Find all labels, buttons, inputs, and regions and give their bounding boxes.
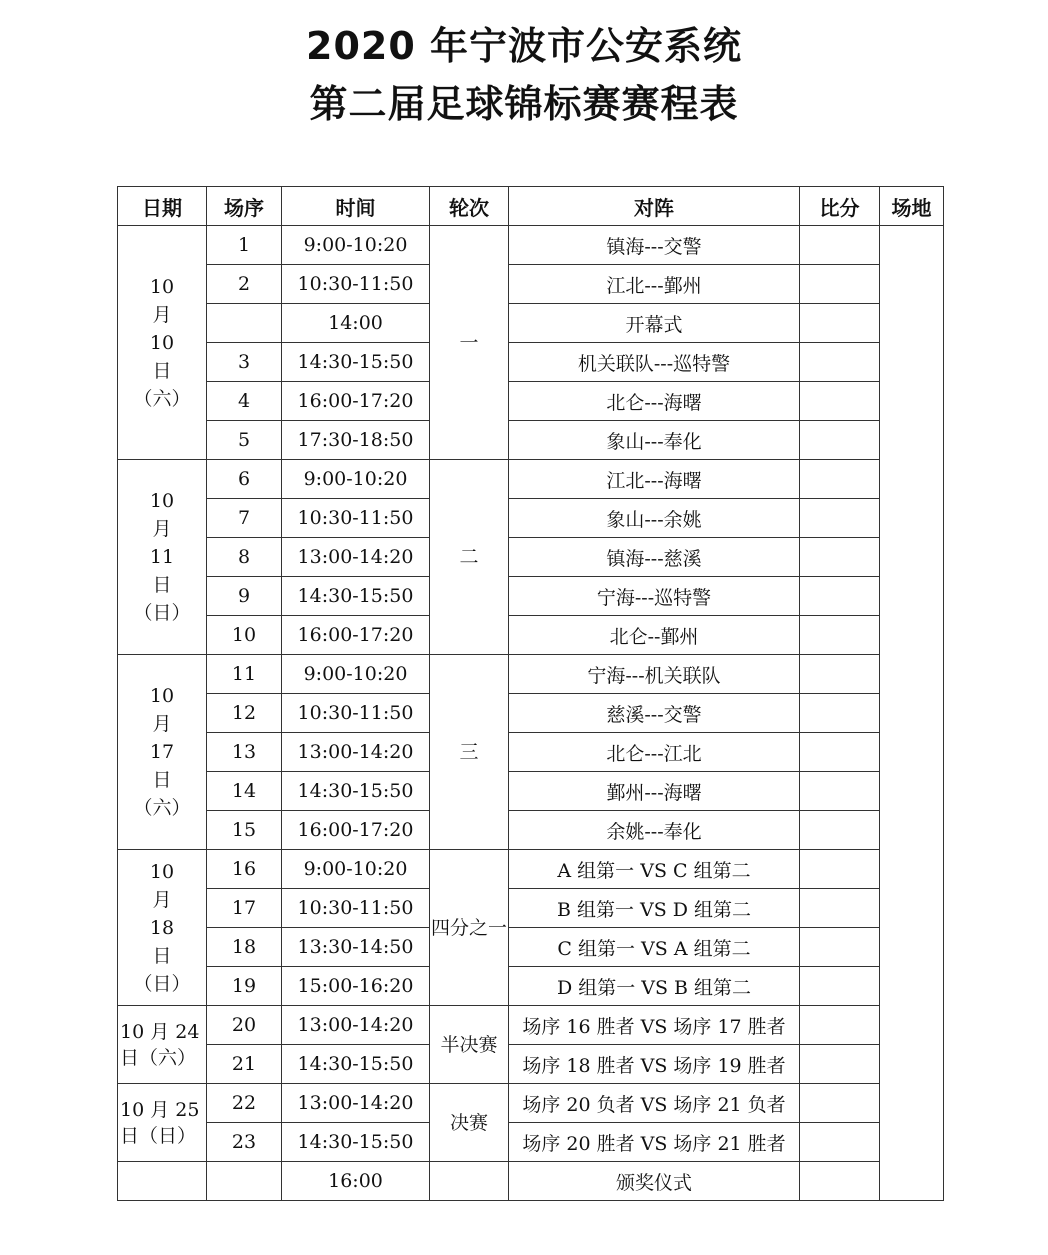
score-cell (800, 1162, 880, 1201)
table-row (118, 733, 944, 772)
round-cell: 决赛 (430, 1084, 509, 1162)
match-cell: 鄞州---海曙 (509, 772, 800, 811)
date-cell: 10 月 24 日（六） (118, 1006, 207, 1084)
score-cell (800, 811, 880, 850)
match-cell: 余姚---奉化 (509, 811, 800, 850)
match-cell: 象山---奉化 (509, 421, 800, 460)
match-cell: 镇海---慈溪 (509, 538, 800, 577)
date-cell: 10 月 18 日 （日） (118, 850, 207, 1006)
header-round: 轮次 (430, 187, 509, 226)
time-cell: 16:00-17:20 (282, 616, 430, 655)
match-cell: 象山---余姚 (509, 499, 800, 538)
seq-cell: 8 (207, 538, 282, 577)
match-cell: C 组第一 VS A 组第二 (509, 928, 800, 967)
time-cell: 14:30-15:50 (282, 772, 430, 811)
match-cell: 场序 20 胜者 VS 场序 21 胜者 (509, 1123, 800, 1162)
seq-cell: 22 (207, 1084, 282, 1123)
score-cell (800, 694, 880, 733)
table-row (118, 265, 944, 304)
table-row (118, 694, 944, 733)
table-row (118, 538, 944, 577)
header-match: 对阵 (509, 187, 800, 226)
score-cell (800, 616, 880, 655)
match-cell: 北仑---海曙 (509, 382, 800, 421)
round-cell: 三 (430, 655, 509, 850)
header-row (118, 187, 944, 226)
score-cell (800, 304, 880, 343)
score-cell (800, 772, 880, 811)
table-row (118, 811, 944, 850)
score-cell (800, 499, 880, 538)
header-date: 日期 (118, 187, 207, 226)
table-row (118, 499, 944, 538)
table-row (118, 1045, 944, 1084)
round-cell (430, 1162, 509, 1201)
seq-cell: 5 (207, 421, 282, 460)
score-cell (800, 538, 880, 577)
table-row (118, 382, 944, 421)
round-cell: 半决赛 (430, 1006, 509, 1084)
time-cell: 10:30-11:50 (282, 499, 430, 538)
time-cell: 9:00-10:20 (282, 460, 430, 499)
time-cell: 16:00-17:20 (282, 811, 430, 850)
time-cell: 14:30-15:50 (282, 1045, 430, 1084)
score-cell (800, 928, 880, 967)
seq-cell: 20 (207, 1006, 282, 1045)
time-cell: 16:00 (282, 1162, 430, 1201)
time-cell: 9:00-10:20 (282, 226, 430, 265)
header-time: 时间 (282, 187, 430, 226)
seq-cell: 18 (207, 928, 282, 967)
score-cell (800, 343, 880, 382)
score-cell (800, 655, 880, 694)
date-cell: 10 月 17 日 （六） (118, 655, 207, 850)
match-cell: 场序 16 胜者 VS 场序 17 胜者 (509, 1006, 800, 1045)
page-title-line1: 2020 年宁波市公安系统 (306, 24, 742, 68)
table-row (118, 772, 944, 811)
header-seq: 场序 (207, 187, 282, 226)
match-cell: 江北---海曙 (509, 460, 800, 499)
score-cell (800, 1123, 880, 1162)
score-cell (800, 382, 880, 421)
header-score: 比分 (800, 187, 880, 226)
seq-cell: 10 (207, 616, 282, 655)
date-cell: 10 月 25 日（日） (118, 1084, 207, 1162)
table-row (118, 655, 944, 694)
time-cell: 15:00-16:20 (282, 967, 430, 1006)
time-cell: 13:00-14:20 (282, 733, 430, 772)
table-row (118, 889, 944, 928)
time-cell: 14:00 (282, 304, 430, 343)
match-cell: B 组第一 VS D 组第二 (509, 889, 800, 928)
table-row (118, 460, 944, 499)
seq-cell: 7 (207, 499, 282, 538)
date-cell (118, 1162, 207, 1201)
time-cell: 14:30-15:50 (282, 1123, 430, 1162)
table-row (118, 226, 944, 265)
date-cell: 10 月 10 日 （六） (118, 226, 207, 460)
seq-cell: 17 (207, 889, 282, 928)
score-cell (800, 733, 880, 772)
match-cell: A 组第一 VS C 组第二 (509, 850, 800, 889)
round-cell: 一 (430, 226, 509, 460)
seq-cell: 4 (207, 382, 282, 421)
time-cell: 13:00-14:20 (282, 1084, 430, 1123)
score-cell (800, 460, 880, 499)
match-cell: 北仑---江北 (509, 733, 800, 772)
table-row (118, 1162, 944, 1201)
seq-cell: 15 (207, 811, 282, 850)
time-cell: 10:30-11:50 (282, 694, 430, 733)
match-cell: 慈溪---交警 (509, 694, 800, 733)
date-cell: 10 月 11 日 （日） (118, 460, 207, 655)
time-cell: 9:00-10:20 (282, 850, 430, 889)
match-cell: 江北---鄞州 (509, 265, 800, 304)
seq-cell (207, 304, 282, 343)
score-cell (800, 850, 880, 889)
time-cell: 13:00-14:20 (282, 1006, 430, 1045)
round-cell: 四分之一 (430, 850, 509, 1006)
seq-cell: 6 (207, 460, 282, 499)
seq-cell: 14 (207, 772, 282, 811)
match-cell: 场序 20 负者 VS 场序 21 负者 (509, 1084, 800, 1123)
match-cell: 镇海---交警 (509, 226, 800, 265)
table-row (118, 850, 944, 889)
seq-cell: 11 (207, 655, 282, 694)
seq-cell: 2 (207, 265, 282, 304)
seq-cell: 12 (207, 694, 282, 733)
seq-cell: 23 (207, 1123, 282, 1162)
time-cell: 10:30-11:50 (282, 889, 430, 928)
time-cell: 17:30-18:50 (282, 421, 430, 460)
table-row (118, 616, 944, 655)
time-cell: 9:00-10:20 (282, 655, 430, 694)
table-row (118, 577, 944, 616)
time-cell: 10:30-11:50 (282, 265, 430, 304)
seq-cell: 21 (207, 1045, 282, 1084)
seq-cell: 3 (207, 343, 282, 382)
header-venue: 场地 (880, 187, 944, 226)
score-cell (800, 1045, 880, 1084)
table-row (118, 928, 944, 967)
match-cell: 开幕式 (509, 304, 800, 343)
time-cell: 16:00-17:20 (282, 382, 430, 421)
seq-cell: 16 (207, 850, 282, 889)
score-cell (800, 1084, 880, 1123)
schedule-table (117, 186, 944, 1201)
table-row (118, 1006, 944, 1045)
table-row (118, 967, 944, 1006)
match-cell: 宁海---机关联队 (509, 655, 800, 694)
page-title-line2: 第二届足球锦标赛赛程表 (309, 82, 739, 126)
match-cell: 颁奖仪式 (509, 1162, 800, 1201)
time-cell: 13:30-14:50 (282, 928, 430, 967)
score-cell (800, 577, 880, 616)
table-row (118, 1123, 944, 1162)
table-row (118, 304, 944, 343)
seq-cell: 13 (207, 733, 282, 772)
time-cell: 14:30-15:50 (282, 343, 430, 382)
score-cell (800, 226, 880, 265)
seq-cell: 9 (207, 577, 282, 616)
round-cell: 二 (430, 460, 509, 655)
match-cell: 北仑--鄞州 (509, 616, 800, 655)
seq-cell (207, 1162, 282, 1201)
seq-cell: 19 (207, 967, 282, 1006)
score-cell (800, 1006, 880, 1045)
venue-cell (880, 226, 944, 1201)
score-cell (800, 421, 880, 460)
score-cell (800, 967, 880, 1006)
match-cell: 机关联队---巡特警 (509, 343, 800, 382)
time-cell: 13:00-14:20 (282, 538, 430, 577)
table-row (118, 421, 944, 460)
match-cell: D 组第一 VS B 组第二 (509, 967, 800, 1006)
match-cell: 场序 18 胜者 VS 场序 19 胜者 (509, 1045, 800, 1084)
score-cell (800, 889, 880, 928)
time-cell: 14:30-15:50 (282, 577, 430, 616)
score-cell (800, 265, 880, 304)
table-row (118, 343, 944, 382)
seq-cell: 1 (207, 226, 282, 265)
match-cell: 宁海---巡特警 (509, 577, 800, 616)
table-row (118, 1084, 944, 1123)
